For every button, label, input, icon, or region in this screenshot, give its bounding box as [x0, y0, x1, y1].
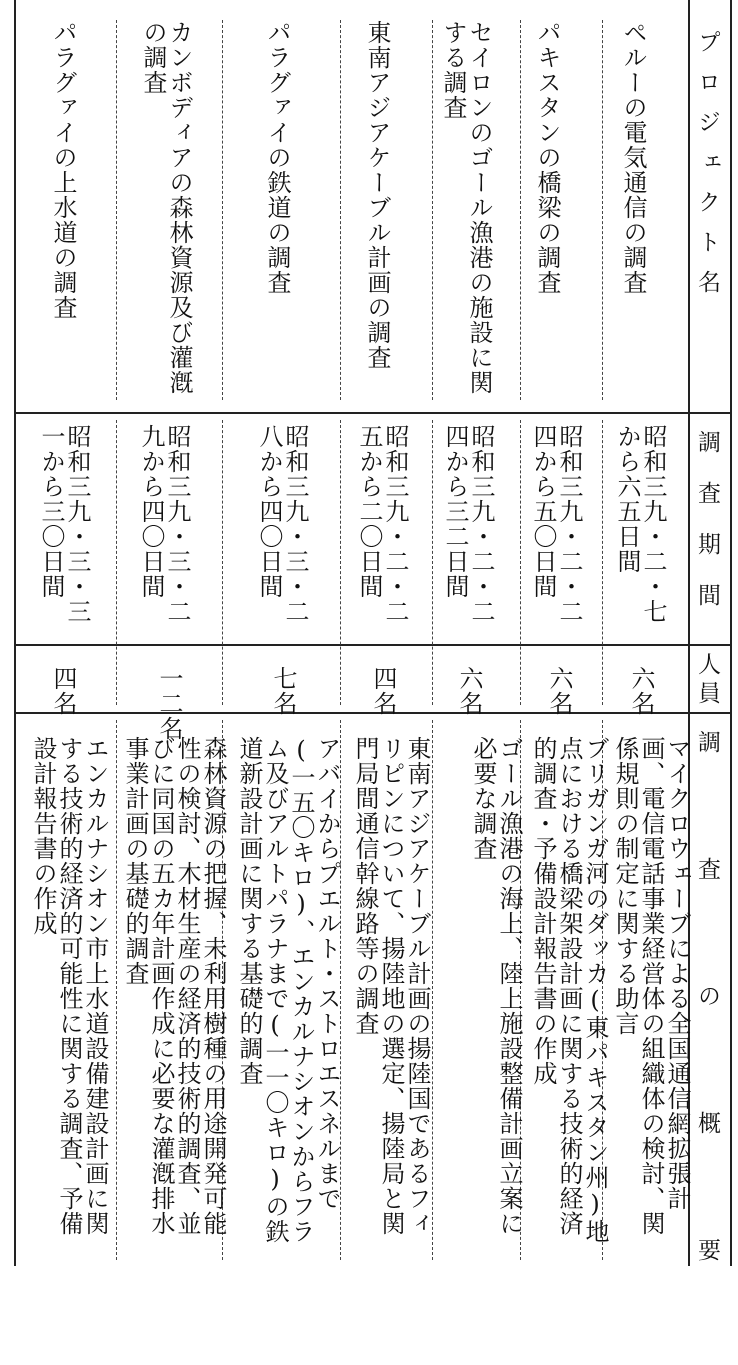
table-right-border	[730, 0, 732, 1266]
row-separator	[222, 420, 223, 705]
project-name: 東南アジアケーブル計画の調査	[363, 20, 391, 370]
header-project: プロジェクト名	[694, 30, 720, 310]
row-separator	[432, 420, 433, 705]
staff-count: 七名	[269, 666, 297, 716]
project-name: セイロンのゴール漁港の施設に関する調査	[439, 20, 493, 395]
row-separator	[340, 420, 341, 705]
project-name: パキスタンの橋梁の調査	[533, 20, 561, 295]
staff-count: 六名	[627, 666, 655, 716]
staff-count: 四名	[49, 666, 77, 716]
survey-period: 昭和三九・三・三一から三〇日間	[37, 424, 91, 624]
section-divider-period	[14, 644, 732, 646]
header-period: 調査期間	[694, 430, 720, 634]
project-name: ペルーの電気通信の調査	[619, 20, 647, 295]
table-left-border	[14, 0, 16, 1266]
project-name: パラグァイの鉄道の調査	[263, 20, 291, 295]
survey-summary: マイクロウェーブによる全国通信網拡張計画、電信電話事業経営体の組織体の検討、関係規則の制定に関する助言	[611, 736, 691, 1236]
row-separator	[340, 20, 341, 400]
survey-summary: 東南アジアケーブル計画の揚陸国であるフィリピンについて、揚陸地の選定、揚陸局と関門局間通信幹線路等の調査	[351, 736, 431, 1236]
staff-count: 六名	[545, 666, 573, 716]
section-divider-project	[14, 412, 732, 414]
staff-count: 六名	[455, 666, 483, 716]
row-separator	[602, 20, 603, 400]
survey-period: 昭和三九・二・七から六五日間	[613, 424, 667, 624]
survey-summary: ゴール漁港の海上、陸上施設整備計画立案に必要な調査	[469, 736, 523, 1236]
survey-period: 昭和三九・二・二四から五〇日間	[529, 424, 583, 624]
survey-period: 昭和三九・三・二八から四〇日間	[255, 424, 309, 624]
survey-summary: ブリガンガ河のダッカ(東パキスタン州)地点における橋梁架設計画に関する技術的経済的調査・予備設計報告書の作成	[529, 736, 609, 1244]
project-name: パラグァイの上水道の調査	[49, 20, 77, 320]
row-separator	[116, 420, 117, 705]
row-separator	[222, 20, 223, 400]
survey-period: 昭和三九・三・二九から四〇日間	[137, 424, 191, 624]
row-separator	[116, 20, 117, 400]
row-separator	[116, 720, 117, 1260]
row-separator	[602, 420, 603, 705]
row-separator	[520, 420, 521, 705]
survey-summary: エンカルナシオン市上水道設備建設計画に関する技術的経済的可能性に関する調査、予備設計報告書の作成	[29, 736, 109, 1236]
survey-period: 昭和三九・二・二五から二〇日間	[355, 424, 409, 624]
row-separator	[432, 720, 433, 1260]
survey-summary: アバイからプエルト・ストロエスネルまで(一五〇キロ)、エンカルナシオンからフラム及びアルトパラナまで(一一〇キロ)の鉄道新設計画に関する基礎的調査	[235, 736, 341, 1244]
staff-count: 一二名	[155, 666, 183, 741]
project-name: カンボディアの森林資源及び灌漑の調査	[139, 20, 193, 395]
survey-period: 昭和三九・二・二四から三二日間	[441, 424, 495, 624]
staff-count: 四名	[369, 666, 397, 716]
row-separator	[520, 20, 521, 400]
row-separator	[432, 20, 433, 400]
header-staff: 人員	[694, 652, 720, 710]
survey-summary: 森林資源の把握、未利用樹種の用途開発可能性の検討、木材生産の経済的技術的調査、並びに同国の五カ年計画作成に必要な灌漑排水事業計画の基礎的調査	[121, 736, 227, 1236]
header-summary: 調査の概要	[694, 730, 720, 1365]
